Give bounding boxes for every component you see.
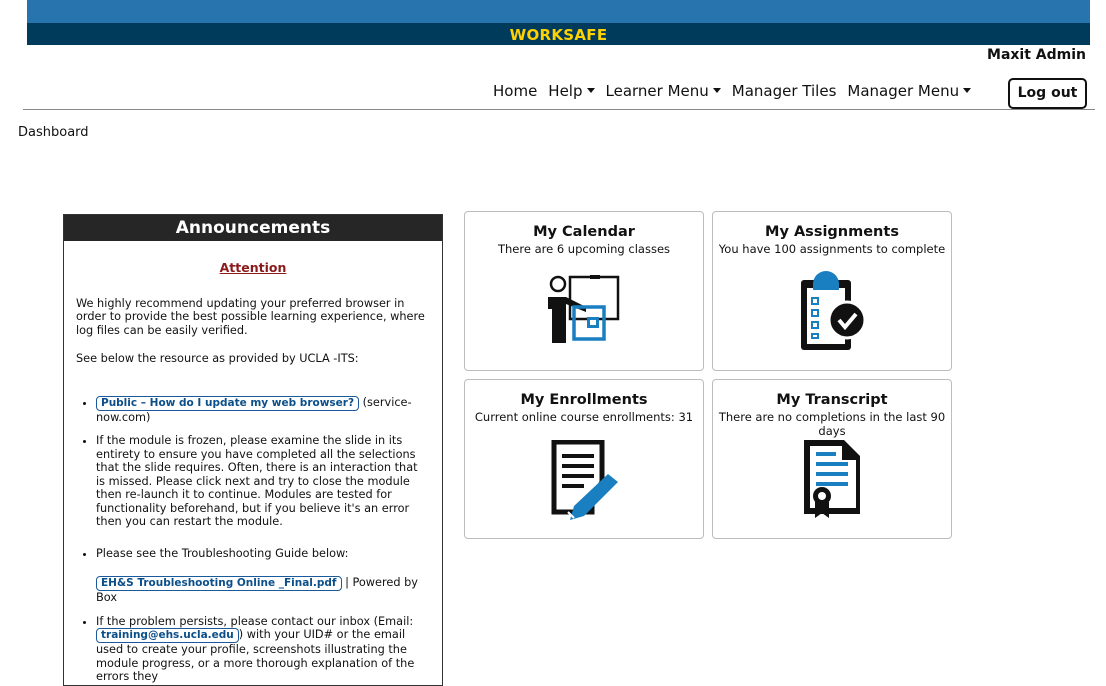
list-item-text: If the module is frozen, please examine the slide in its entirety to ensure you have completed all the selections that the slide requires. Often, there is an interaction that is missed. Please click next and try to close the module then re-launch it to continue. Modules are tested for functionality beforehand, but if you believe it's an error then you can restart the module. bbox=[96, 434, 418, 528]
brand-logo-text[interactable]: WORKSAFE bbox=[509, 26, 608, 44]
nav-learner-menu[interactable] bbox=[606, 82, 721, 100]
list-item-text: If the problem persists, please contact our inbox (Email: bbox=[96, 614, 414, 628]
troubleshooting-guide-link[interactable]: EH&S Troubleshooting Online _Final.pdf bbox=[96, 576, 342, 591]
announcements-title: Announcements bbox=[64, 215, 442, 241]
tile-subtitle: There are no completions in the last 90 days bbox=[718, 410, 946, 438]
announcements-panel bbox=[63, 214, 443, 686]
announcement-paragraph: We highly recommend updating your preferred browser in order to provide the best possible learning experience, where log files can be easily verified. bbox=[76, 296, 425, 337]
attention-heading: Attention bbox=[219, 260, 287, 275]
top-accent-bar bbox=[27, 0, 1090, 23]
caret-down-icon bbox=[963, 88, 971, 93]
nav-learner-menu-label: Learner Menu bbox=[605, 82, 709, 100]
caret-down-icon bbox=[587, 88, 595, 93]
announcement-list bbox=[76, 396, 430, 684]
nav-manager-tiles-label: Manager Tiles bbox=[731, 82, 837, 100]
breadcrumb: Dashboard bbox=[18, 125, 89, 140]
caret-down-icon bbox=[713, 88, 721, 93]
tile-title: My Transcript bbox=[776, 392, 888, 408]
link-suffix: (service-now.com) bbox=[96, 395, 412, 424]
link-suffix: | Powered by Box bbox=[96, 576, 418, 604]
list-item-text: ) with your UID# or the email used to create your profile, screenshots illustrating the module progress, or a more thorough explanation of the errors they bbox=[96, 628, 415, 683]
logout-button[interactable]: Log out bbox=[1008, 78, 1087, 109]
nav-help-label: Help bbox=[548, 82, 583, 100]
tile-subtitle: Current online course enrollments: 31 bbox=[474, 410, 694, 424]
tile-subtitle: You have 100 assignments to complete bbox=[718, 242, 946, 256]
tile-my-calendar[interactable] bbox=[464, 211, 704, 371]
list-item bbox=[96, 615, 430, 684]
announcement-paragraph: See below the resource as provided by UCLA -ITS: bbox=[76, 352, 359, 365]
header-divider bbox=[23, 109, 1095, 110]
document-pen-icon bbox=[546, 440, 622, 520]
tile-my-assignments[interactable] bbox=[712, 211, 952, 371]
tile-title: My Assignments bbox=[765, 224, 899, 240]
list-item bbox=[96, 547, 430, 605]
nav-help[interactable] bbox=[548, 82, 594, 100]
top-banner bbox=[27, 23, 1090, 45]
certificate-icon bbox=[800, 438, 864, 520]
tile-my-transcript[interactable] bbox=[712, 379, 952, 539]
list-item bbox=[96, 396, 430, 425]
tile-subtitle: There are 6 upcoming classes bbox=[497, 242, 671, 256]
nav-home[interactable] bbox=[493, 82, 537, 100]
clipboard-check-icon bbox=[795, 270, 869, 352]
main-nav bbox=[493, 82, 982, 100]
browser-update-link[interactable]: Public – How do I update my web browser? bbox=[96, 396, 359, 411]
user-name: Maxit Admin bbox=[987, 47, 1086, 63]
email-link[interactable]: training@ehs.ucla.edu bbox=[96, 628, 239, 643]
tile-title: My Enrollments bbox=[520, 392, 648, 408]
nav-manager-menu[interactable] bbox=[847, 82, 971, 100]
nav-manager-menu-label: Manager Menu bbox=[847, 82, 960, 100]
list-item bbox=[96, 434, 430, 529]
presenter-board-icon bbox=[546, 275, 622, 345]
nav-home-label: Home bbox=[493, 82, 538, 100]
nav-manager-tiles[interactable] bbox=[732, 82, 837, 100]
tile-title: My Calendar bbox=[533, 224, 635, 240]
list-item-text: Please see the Troubleshooting Guide below: bbox=[96, 546, 349, 560]
tile-my-enrollments[interactable] bbox=[464, 379, 704, 539]
